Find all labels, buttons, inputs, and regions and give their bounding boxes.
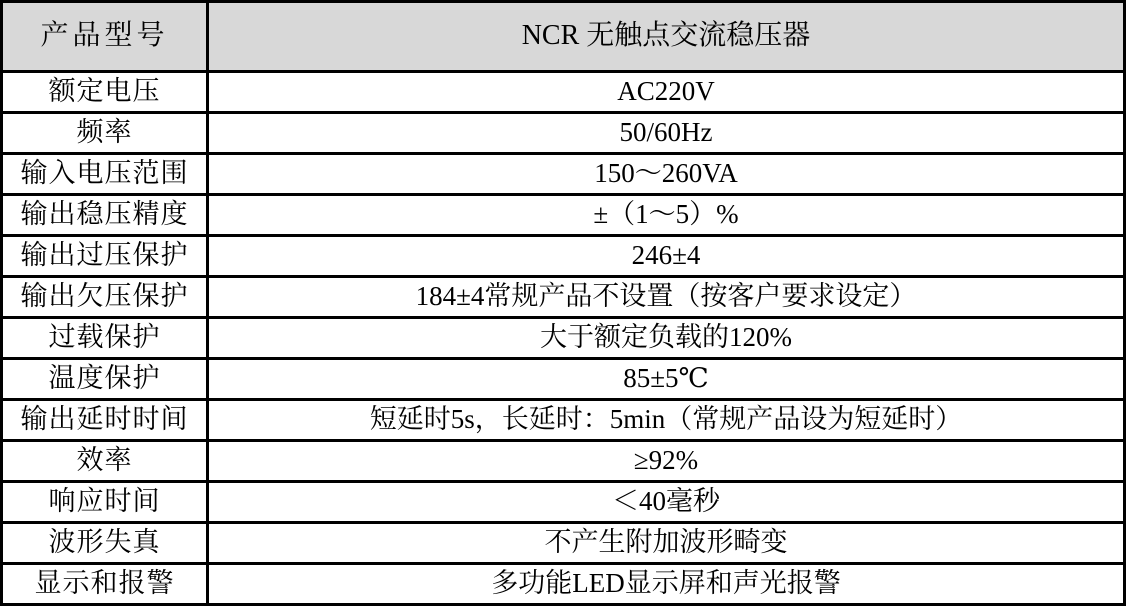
spec-label: 波形失真 <box>2 523 208 564</box>
spec-label: 响应时间 <box>2 482 208 523</box>
table-row <box>2 400 1125 441</box>
header-value-product-name: NCR 无触点交流稳压器 <box>208 2 1125 72</box>
spec-label: 输出欠压保护 <box>2 277 208 318</box>
spec-value: ＜40毫秒 <box>208 482 1125 523</box>
table-row <box>2 318 1125 359</box>
table-row <box>2 236 1125 277</box>
spec-value: ±（1～5）% <box>208 195 1125 236</box>
table-row <box>2 359 1125 400</box>
spec-label: 额定电压 <box>2 72 208 113</box>
table-header-row <box>2 2 1125 72</box>
spec-label: 输出稳压精度 <box>2 195 208 236</box>
table-row <box>2 113 1125 154</box>
table-row <box>2 195 1125 236</box>
spec-value: ≥92% <box>208 441 1125 482</box>
spec-value: 50/60Hz <box>208 113 1125 154</box>
spec-label: 温度保护 <box>2 359 208 400</box>
table-row <box>2 564 1125 605</box>
table-row <box>2 277 1125 318</box>
table-body <box>2 72 1125 605</box>
spec-value: 大于额定负载的120% <box>208 318 1125 359</box>
spec-label: 输入电压范围 <box>2 154 208 195</box>
spec-label: 输出过压保护 <box>2 236 208 277</box>
spec-label: 频率 <box>2 113 208 154</box>
spec-value: 85±5℃ <box>208 359 1125 400</box>
spec-value: 短延时5s，长延时：5min（常规产品设为短延时） <box>208 400 1125 441</box>
table-row <box>2 72 1125 113</box>
spec-value: AC220V <box>208 72 1125 113</box>
table-row <box>2 441 1125 482</box>
spec-value: 184±4常规产品不设置（按客户要求设定） <box>208 277 1125 318</box>
table-row <box>2 523 1125 564</box>
spec-label: 显示和报警 <box>2 564 208 605</box>
spec-value: 多功能LED显示屏和声光报警 <box>208 564 1125 605</box>
spec-value: 不产生附加波形畸变 <box>208 523 1125 564</box>
spec-label: 效率 <box>2 441 208 482</box>
table-row <box>2 154 1125 195</box>
spec-value: 246±4 <box>208 236 1125 277</box>
table-row <box>2 482 1125 523</box>
spec-label: 过载保护 <box>2 318 208 359</box>
spec-label: 输出延时时间 <box>2 400 208 441</box>
spec-value: 150～260VA <box>208 154 1125 195</box>
header-label-product-model: 产品型号 <box>2 2 208 72</box>
